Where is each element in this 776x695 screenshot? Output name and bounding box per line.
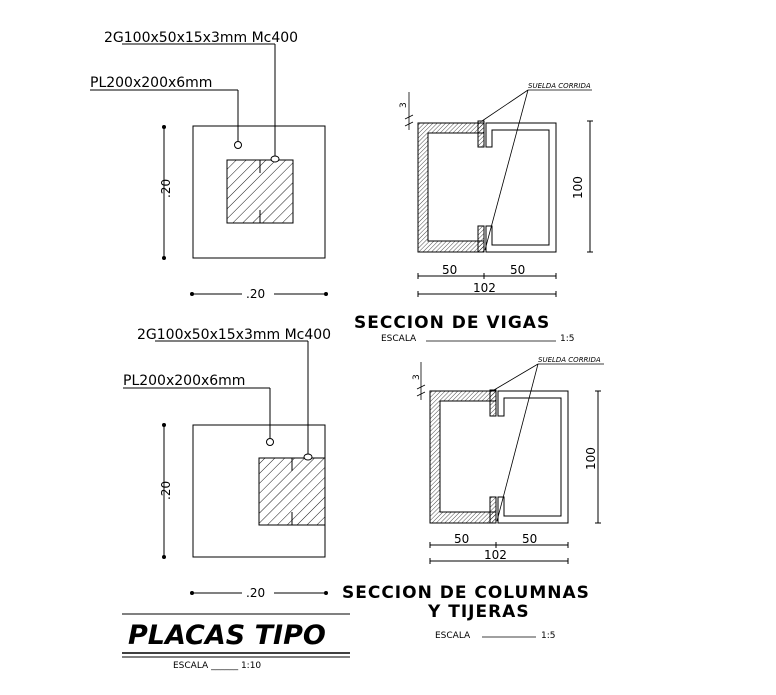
beam-dim-height: 100 xyxy=(571,176,585,199)
column-dim-total: 102 xyxy=(484,548,507,562)
bottom-leader-profile-text: 2G100x50x15x3mm Mc400 xyxy=(137,327,332,343)
beam-dim-total: 102 xyxy=(473,281,496,295)
column-weld-label: SUELDA CORRIDA xyxy=(538,356,601,364)
column-scale-label: ESCALA xyxy=(435,631,471,641)
bottom-dim-vertical: .20 xyxy=(159,480,173,500)
top-dim-vertical: .20 xyxy=(159,178,173,198)
beam-scale-value: 1:5 xyxy=(560,334,575,344)
beam-dim-left: 50 xyxy=(442,263,458,277)
top-leader-profile-text: 2G100x50x15x3mm Mc400 xyxy=(104,30,299,46)
column-section-detail xyxy=(342,356,604,641)
top-plate-detail xyxy=(90,30,328,301)
column-dim-height: 100 xyxy=(584,447,598,470)
beam-dim-thickness: 3 xyxy=(399,102,409,108)
main-title-block xyxy=(122,614,350,671)
beam-section-detail xyxy=(354,82,593,344)
main-title: PLACAS TIPO xyxy=(128,620,326,651)
bottom-dim-horizontal: .20 xyxy=(246,586,266,600)
column-section-title-line2: Y TIJERAS xyxy=(428,602,530,622)
bottom-plate-detail xyxy=(123,327,331,600)
column-scale-value: 1:5 xyxy=(541,631,556,641)
top-leader-plate-text: PL200x200x6mm xyxy=(90,75,213,91)
bottom-leader-plate-text: PL200x200x6mm xyxy=(123,373,246,389)
column-dim-thickness: 3 xyxy=(412,374,422,380)
beam-section-title: SECCION DE VIGAS xyxy=(354,313,551,333)
column-dim-left: 50 xyxy=(454,532,470,546)
column-dim-right: 50 xyxy=(522,532,538,546)
beam-weld-label: SUELDA CORRIDA xyxy=(528,82,591,90)
main-scale-text: ESCALA ______ 1:10 xyxy=(173,661,262,671)
column-section-title-line1: SECCION DE COLUMNAS xyxy=(342,583,590,603)
beam-scale-label: ESCALA xyxy=(381,334,417,344)
top-dim-horizontal: .20 xyxy=(246,287,266,301)
beam-dim-right: 50 xyxy=(510,263,526,277)
